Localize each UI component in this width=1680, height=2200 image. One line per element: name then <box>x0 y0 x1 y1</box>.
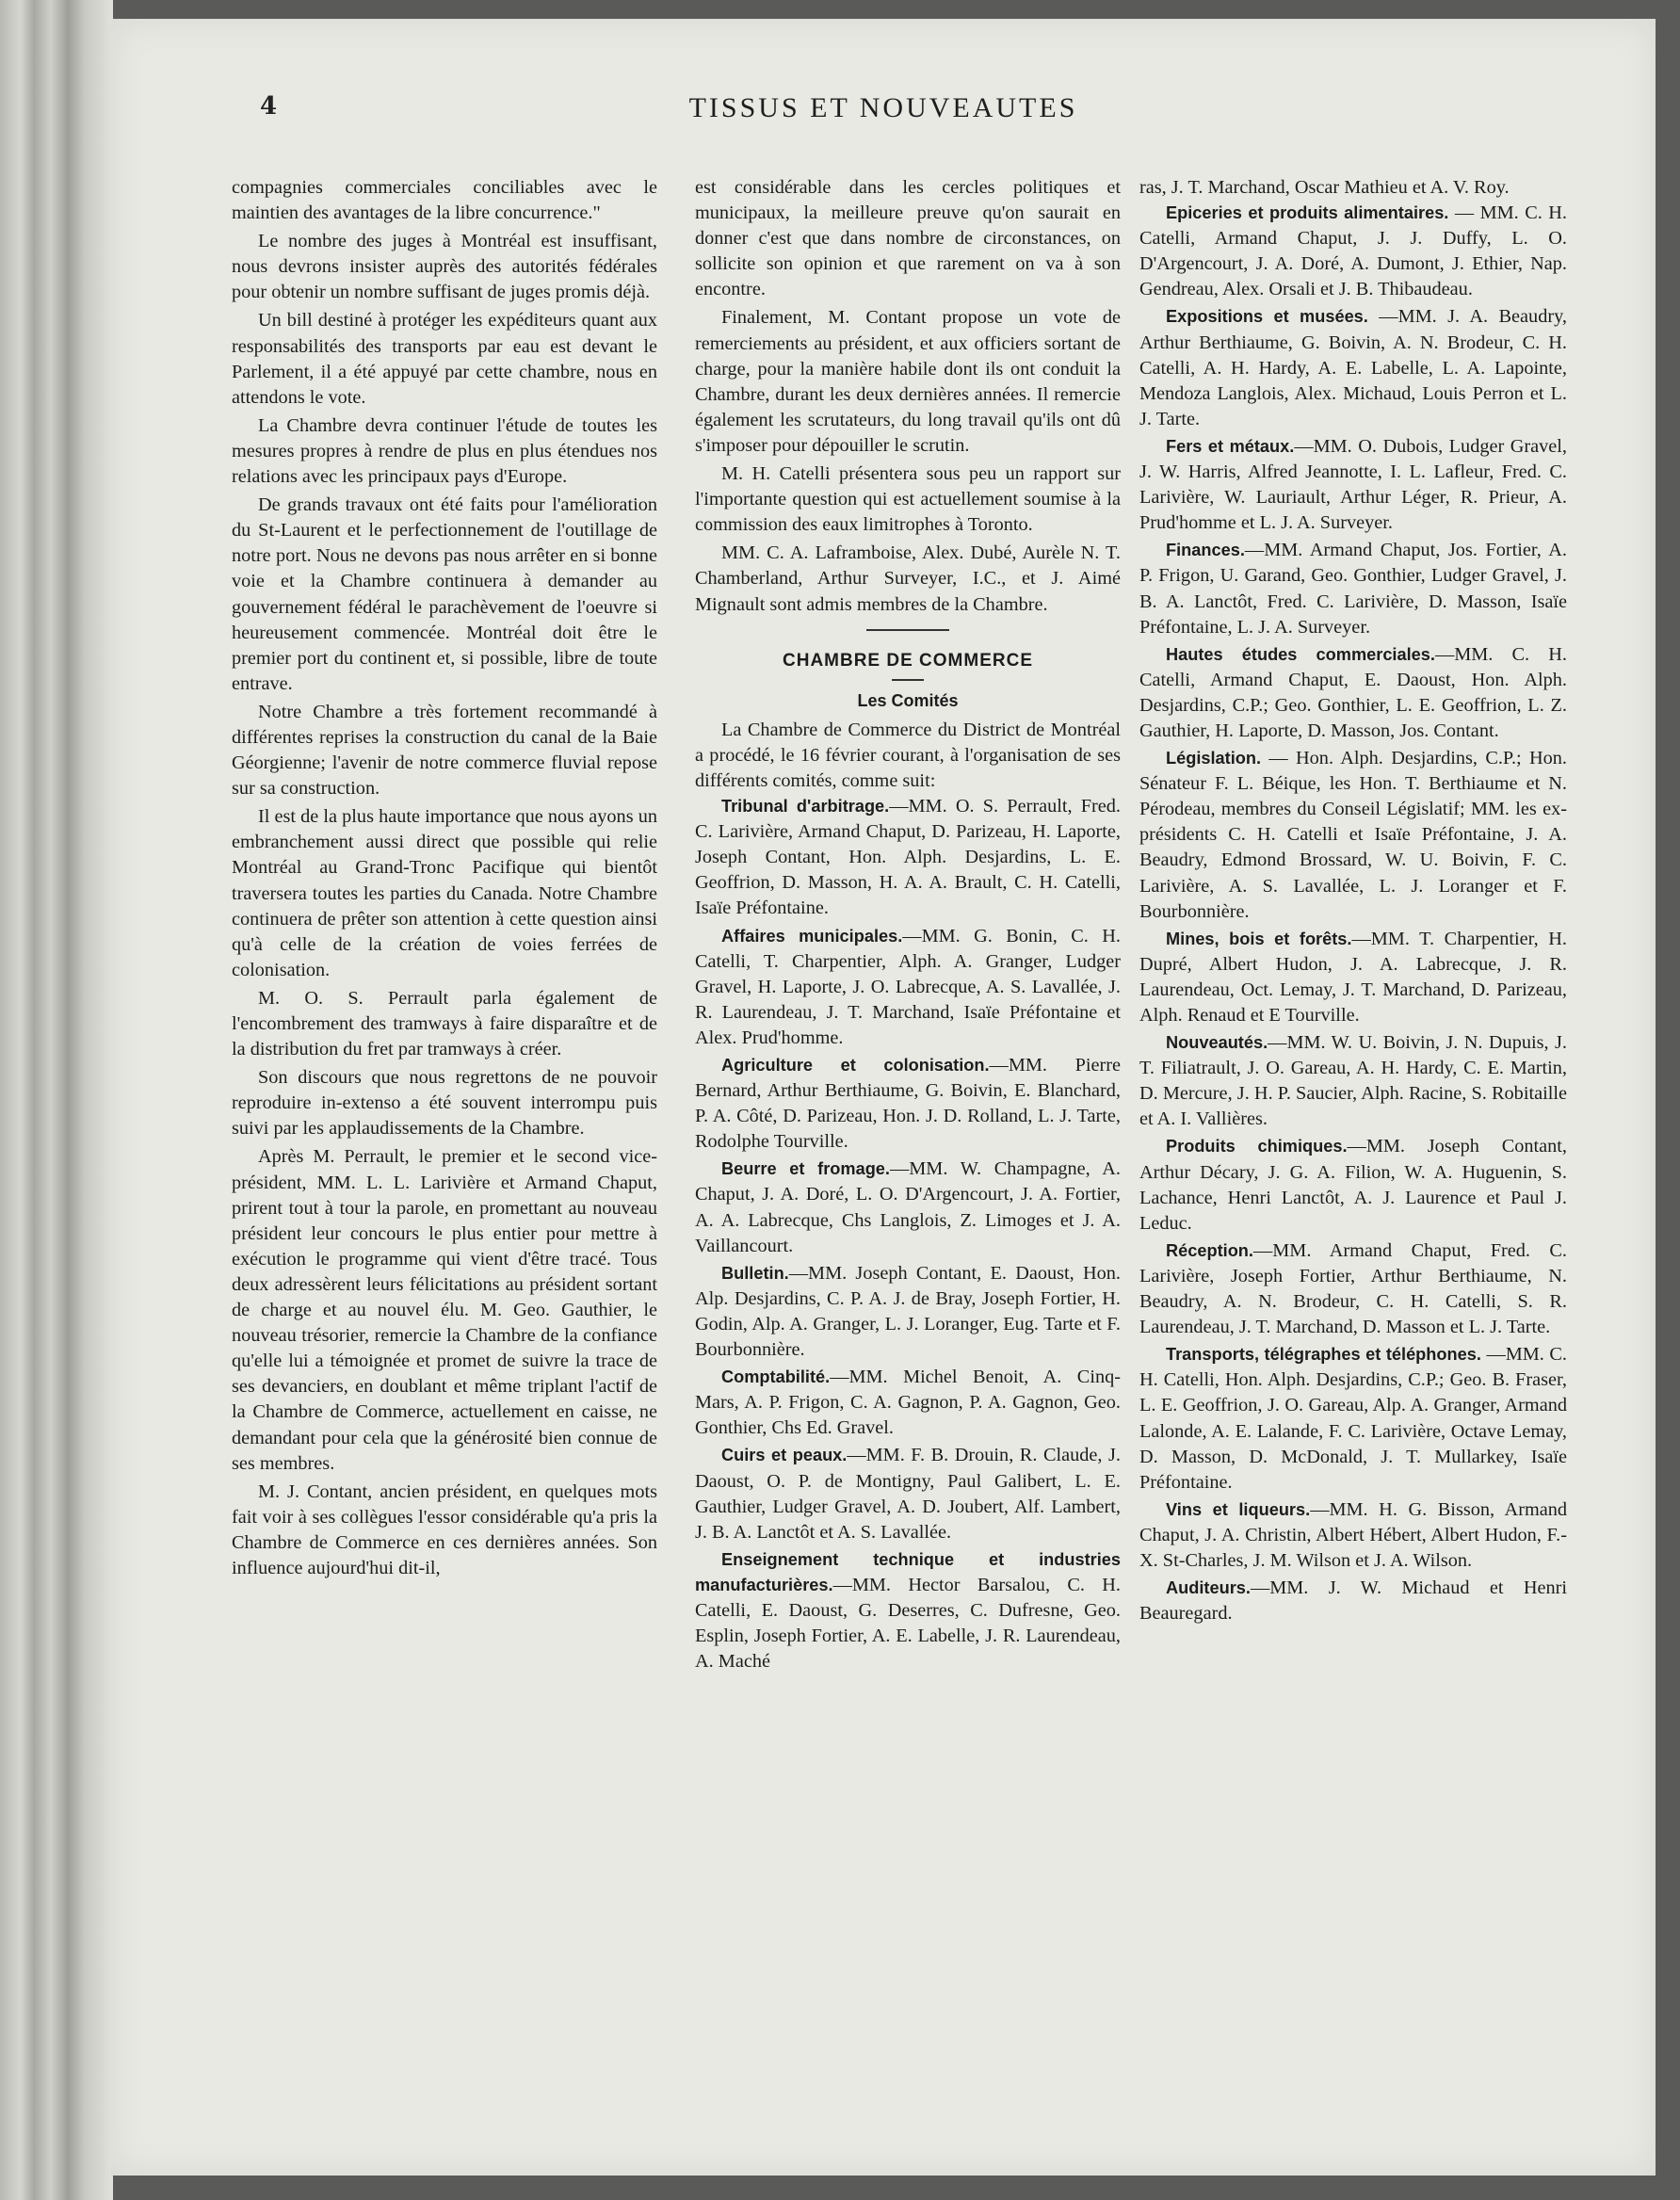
column-1 <box>232 175 657 1581</box>
committee-members: —MM. F. B. Drouin, R. Claude, J. Daoust, O. P. de Montigny, Paul Galibert, L. E. Gauthier, Ludger Gravel, A. D. Joubert, Alf. Lambert, J. B. A. Lanctôt et A. S. Lavallée. <box>695 1445 1121 1543</box>
paragraph: M. H. Catelli présentera sous peu un rapport sur l'importante question qui est actuellement soumise à la commission des eaux limitrophes à Toronto. <box>695 463 1121 536</box>
committee-name: Bulletin. <box>721 1263 789 1283</box>
committee-name: Fers et métaux. <box>1166 436 1295 456</box>
page-header <box>111 92 1656 139</box>
paragraph: M. O. S. Perrault parla également de l'encombrement des tramways à faire disparaître et de la distribution du fret par tramways à créer. <box>232 987 657 1060</box>
committee-members: —MM. T. Charpentier, H. Dupré, Albert Hudon, J. A. Labrecque, J. R. Laurendeau, Oct. Lemay, J. T. Marchand, D. Parizeau, Alph. Renaud et E Tourville. <box>1139 928 1567 1026</box>
subsection-title: Les Comités <box>857 690 959 710</box>
committee-name: Vins et liqueurs. <box>1166 1499 1311 1519</box>
committee-members: —MM. Pierre Bernard, Arthur Berthiaume, G. Boivin, E. Blanchard, P. A. Côté, D. Parizeau, Hon. J. D. Rolland, L. J. Tarte, Rodolphe Tourville. <box>695 1055 1122 1153</box>
committee-members: — MM. C. H. Catelli, Armand Chaput, J. J. Duffy, L. O. D'Argencourt, J. A. Doré, A. Dumont, J. Ethier, Nap. Gendreau, Alex. Orsali et J. B. Thibaudeau. <box>1139 202 1567 300</box>
committee-members: —MM. Michel Benoit, A. Cinq-Mars, A. P. Frigon, C. A. Gagnon, P. A. Gagnon, Geo. Gonthier, Chs Ed. Gravel. <box>695 1367 1121 1439</box>
committee-name: Cuirs et peaux. <box>721 1446 848 1465</box>
committee-entry <box>1139 434 1567 536</box>
committee-entry <box>1139 538 1567 639</box>
committee-members: —MM. Joseph Contant, E. Daoust, Hon. Alp. Desjardins, C. P. A. J. de Bray, Joseph Fortier, H. Godin, Alp. A. Granger, L. J. Loranger, Eug. Tarte et F. Bourbonnière. <box>695 1262 1121 1361</box>
committee-name: Finances. <box>1166 541 1245 560</box>
book-binding-edge <box>0 0 113 2200</box>
committee-name: Hautes études commerciales. <box>1166 644 1435 664</box>
paragraph: Finalement, M. Contant propose un vote de remerciements au président, et aux officiers sortant de charge, pour la manière habile dont ils ont conduit la Chambre, durant les deux dernières années. Il remercie également les scrutateurs, du long travail qu'ils ont dû s'imposer pour dépouiller le scrutin. <box>695 307 1121 456</box>
committee-list <box>1139 201 1567 1626</box>
committee-members: —MM. Armand Chaput, Jos. Fortier, A. P. Frigon, U. Garand, Geo. Gonthier, Ludger Gravel, J. B. A. Lanctôt, Fred. C. Larivière, D. Masson, Isaïe Préfontaine, L. J. A. Surveyer. <box>1139 540 1567 638</box>
committee-entry <box>1139 927 1567 1028</box>
magazine-page <box>111 19 1656 2176</box>
committee-members: —MM. C. H. Catelli, Armand Chaput, E. Daoust, Hon. Alph. Desjardins, C.P.; Geo. Gonthier, L. E. Geoffrion, L. Z. Gauthier, H. Laporte, D. Masson, Jos. Contant. <box>1139 643 1567 741</box>
committee-entry <box>1139 746 1567 925</box>
committee-name: Comptabilité. <box>721 1367 831 1387</box>
committee-members: —MM. Hector Barsalou, C. H. Catelli, E. Daoust, G. Deserres, C. Dufresne, Geo. Esplin, Joseph Fortier, A. E. Labelle, J. R. Laurendeau, A. Maché <box>695 1574 1121 1673</box>
paragraph: est considérable dans les cercles politiques et municipaux, la meilleure preuve qu'on saurait en donner c'est que dans nombre de circonstances, on sollicite son opinion et que rarement on va à son encontre. <box>695 177 1121 300</box>
committee-members: —MM. W. U. Boivin, J. N. Dupuis, J. T. Filiatrault, J. O. Gareau, A. H. Hardy, C. E. Martin, D. Mercure, J. H. P. Saucier, Alph. Racine, S. Robitaille et A. I. Vallières. <box>1139 1032 1567 1130</box>
committee-members: —MM. W. Champagne, A. Chaput, J. A. Doré, L. O. D'Argencourt, J. A. Fortier, A. A. Labrecque, Chs Langlois, Z. Limoges et J. A. Vaillancourt. <box>695 1158 1121 1256</box>
committee-members: —MM. G. Bonin, C. H. Catelli, T. Charpentier, Alph. A. Granger, Ludger Gravel, H. Laporte, J. O. Labrecque, A. S. Lavallée, J. R. Laurendeau, J. T. Marchand, Isaïe Préfontaine et Alex. Prud'homme. <box>695 925 1121 1048</box>
paragraph: Le nombre des juges à Montréal est insuffisant, nous devrons insister auprès des autorités fédérales pour obtenir un nombre suffisant de juges promis déjà. <box>232 231 657 303</box>
committee-entry <box>1139 1497 1567 1574</box>
committee-entry <box>695 1157 1121 1258</box>
committee-members: —MM. Joseph Contant, Arthur Décary, J. G. A. Filion, W. A. Huguenin, S. Lachance, Henri Lanctôt, A. J. Laurence et Paul J. Leduc. <box>1139 1136 1567 1234</box>
committee-name: Nouveautés. <box>1166 1033 1268 1053</box>
committee-entry <box>695 1053 1121 1155</box>
paragraph: Notre Chambre a très fortement recommandé à différentes reprises la construction du canal de la Baie Géorgienne; l'avenir de notre commerce fluvial repose sur sa construction. <box>232 701 657 800</box>
committee-entry <box>1139 1238 1567 1340</box>
committee-entry <box>1139 1576 1567 1626</box>
paragraph: De grands travaux ont été faits pour l'amélioration du St-Laurent et le perfectionnement de l'outillage de notre port. Nous ne devons pas nous arrêter en si bonne voie et la Chambre continuera à demander au gouvernement fédéral le parachèvement de l'oeuvre si heureusement commencée. Montréal doit être le premier port du continent et, si possible, libre de toute entrave. <box>232 494 657 694</box>
paragraph: Son discours que nous regrettons de ne pouvoir reproduire in-extenso a été souvent interrompu puis suivi par les applaudissements de la Chambre. <box>232 1067 657 1140</box>
committee-name: Expositions et musées. <box>1166 307 1368 327</box>
committee-entry <box>1139 1134 1567 1236</box>
committee-entry <box>1139 1342 1567 1496</box>
column-2 <box>695 175 1121 1674</box>
running-title: TISSUS ET NOUVEAUTES <box>688 92 1078 123</box>
committee-name: Agriculture et colonisation. <box>721 1056 990 1075</box>
committee-members: —MM. C. H. Catelli, Hon. Alph. Desjardins, C.P.; Geo. B. Fraser, L. E. Geoffrion, J. O. Gareau, Alp. A. Granger, Armand Lalonde, A. E. Lalande, F. C. Larivière, Octave Lemay, D. Masson, D. McDonald, J. T. Mullarkey, Isaïe Préfontaine. <box>1139 1344 1567 1493</box>
committee-name: Epiceries et produits alimentaires. <box>1166 203 1449 223</box>
paragraph: Un bill destiné à protéger les expéditeurs quant aux responsabilités des transports par eau est devant le Parlement, il a été appuyé par cette chambre, nous en attendons le vote. <box>232 310 657 408</box>
committee-members: — Hon. Alph. Desjardins, C.P.; Hon. Sénateur F. L. Béique, les Hon. T. Berthiaume et N. Pérodeau, membres du Conseil Législatif; MM. les ex-présidents C. H. Catelli et Isaïe Préfontaine, J. A. Beaudry, Edmond Brossard, W. U. Boivin, F. C. Larivière, A. S. Lavallée, L. J. Loranger et F. Bourbonnière. <box>1139 748 1567 922</box>
paragraph: compagnies commerciales conciliables avec le maintien des avantages de la libre concurrence." <box>232 177 657 224</box>
committee-members: —MM. H. G. Bisson, Armand Chaput, J. A. Christin, Albert Hébert, Albert Hudon, F.-X. St-Charles, J. M. Wilson et J. A. Wilson. <box>1139 1498 1568 1571</box>
committee-members: —MM. O. Dubois, Ludger Gravel, J. W. Harris, Alfred Jeannotte, I. L. Lafleur, Fred. C. Larivière, W. Lauriault, Arthur Léger, R. Prieur, A. Prud'homme et L. J. A. Surveyer. <box>1139 435 1567 534</box>
committee-entry <box>695 1443 1121 1545</box>
section-divider <box>866 629 949 631</box>
committee-members: —MM. J. W. Michaud et Henri Beauregard. <box>1139 1577 1567 1625</box>
committee-entry <box>1139 1030 1567 1132</box>
paragraph: M. J. Contant, ancien président, en quelques mots fait voir à ses collègues l'essor considérable qu'a pris la Chambre de Commerce en ces dernières années. Son influence aujourd'hui dit-il, <box>232 1480 657 1578</box>
committee-entry <box>695 1547 1121 1674</box>
committee-name: Réception. <box>1166 1240 1253 1260</box>
committee-entry <box>1139 304 1567 431</box>
committee-name: Enseignement technique et industries manufacturières. <box>695 1549 1121 1594</box>
committee-name: Beurre et fromage. <box>721 1159 890 1179</box>
paragraph: Il est de la plus haute importance que nous ayons un embranchement aussi direct que possible qui relie Montréal au Grand-Tronc Pacifique qui bientôt traversera toutes les parties du Canada. Notre Chambre continuera de prêter son attention à cette question ainsi qu'à celle de la création de voies ferrées de colonisation. <box>232 806 657 980</box>
section-divider-small <box>892 679 924 681</box>
section-title: CHAMBRE DE COMMERCE <box>783 650 1033 671</box>
committee-entry <box>695 794 1121 921</box>
section-intro: La Chambre de Commerce du District de Montréal a procédé, le 16 février courant, à l'organisation de ses différents comités, comme suit: <box>695 719 1121 791</box>
committee-entry <box>1139 642 1567 744</box>
committee-name: Produits chimiques. <box>1166 1137 1348 1157</box>
committee-name: Transports, télégraphes et téléphones. <box>1166 1345 1481 1365</box>
committee-members: —MM. J. A. Beaudry, Arthur Berthiaume, G. Boivin, A. N. Brodeur, C. H. Catelli, A. H. Hardy, A. E. Labelle, L. A. Lapointe, Mendoza Langlois, Alex. Michaud, Louis Perron et L. J. Tarte. <box>1139 306 1567 429</box>
paragraph: Après M. Perrault, le premier et le second vice-président, MM. L. L. Larivière et Armand Chaput, prirent tout à tour la parole, en promettant au nouveau président leur concours le plus entier pour mettre à exécution le programme qui vient d'être tracé. Tous deux adressèrent leurs félicitations au président sortant de charge et au nouvel élu. M. Geo. Gauthier, le nouveau trésorier, remercie la Chambre de la confiance qu'elle lui a témoignée et promet de suivre la trace de ses devanciers, en doublant et même triplant l'actif de la Chambre de Commerce, actuellement en caisse, ne demandant pour cela que la générosité bien connue de ses membres. <box>232 1146 657 1474</box>
committee-members: —MM. O. S. Perrault, Fred. C. Larivière, Armand Chaput, D. Parizeau, H. Laporte, Joseph Contant, Hon. Alph. Desjardins, L. E. Geoffrion, D. Masson, H. A. A. Brault, C. H. Catelli, Isaïe Préfontaine. <box>695 796 1121 919</box>
committee-entry <box>1139 201 1567 302</box>
paragraph: MM. C. A. Laframboise, Alex. Dubé, Aurèle N. T. Chamberland, Arthur Surveyer, I.C., et J. Aimé Mignault sont admis membres de la Chambre. <box>695 542 1121 615</box>
page-number: 4 <box>260 92 278 121</box>
committee-name: Auditeurs. <box>1166 1578 1251 1598</box>
committee-members: —MM. Armand Chaput, Fred. C. Larivière, Joseph Fortier, Arthur Berthiaume, N. Beaudry, A. N. Brodeur, C. H. Catelli, S. R. Laurendeau, J. T. Marchand, D. Masson et L. J. Tarte. <box>1139 1239 1567 1338</box>
committee-name: Affaires municipales. <box>721 926 903 946</box>
committee-name: Mines, bois et forêts. <box>1166 929 1352 948</box>
committee-name: Tribunal d'arbitrage. <box>721 797 890 817</box>
column-3 <box>1139 175 1567 1626</box>
committee-name: Législation. <box>1166 749 1262 768</box>
committee-entry <box>695 924 1121 1051</box>
committee-list <box>695 794 1121 1674</box>
committee-entry <box>695 1365 1121 1441</box>
paragraph: La Chambre devra continuer l'étude de toutes les mesures propres à rendre de plus en plus étendues nos relations avec les principaux pays d'Europe. <box>232 414 657 488</box>
paragraph: ras, J. T. Marchand, Oscar Mathieu et A. V. Roy. <box>1139 177 1510 198</box>
committee-entry <box>695 1261 1121 1363</box>
